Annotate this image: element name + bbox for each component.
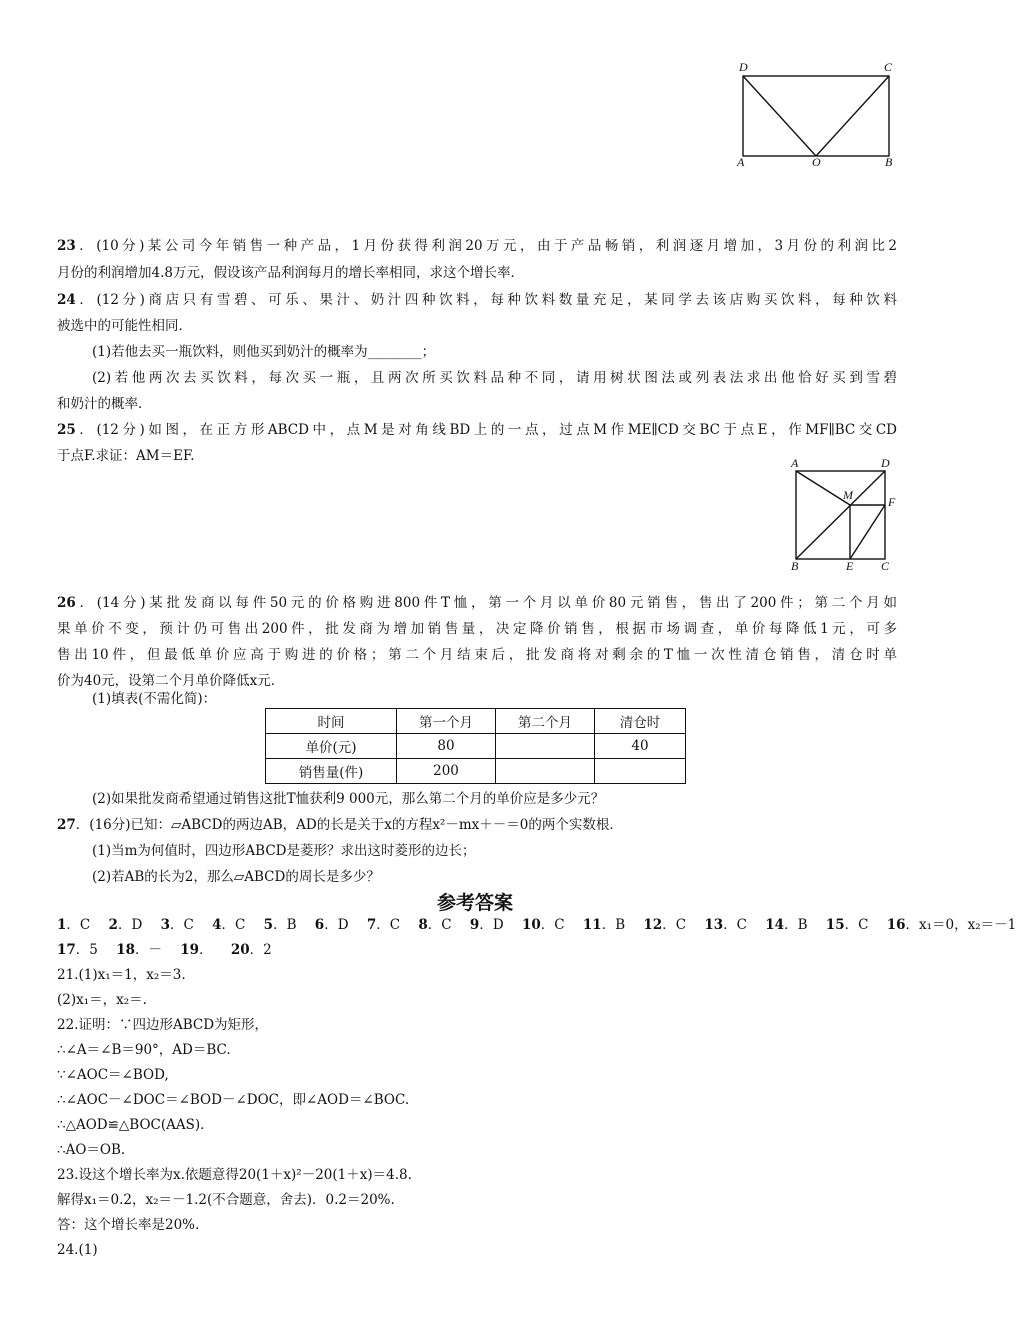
q27-number: 27	[57, 817, 76, 833]
table-cell: 80	[397, 734, 496, 759]
label-a: A	[791, 456, 799, 470]
answer-22-2: ∴∠A＝∠B＝90°，AD＝BC.	[57, 1042, 231, 1058]
label-e: E	[846, 559, 854, 573]
answer-item: 15．C	[825, 917, 869, 933]
answers-title: 参考答案	[436, 892, 513, 914]
q25-number: 25	[57, 422, 76, 438]
table-header-cell: 第二个月	[496, 709, 595, 734]
answer-item: 8．C	[418, 917, 452, 933]
q24-line2: 被选中的可能性相同．	[57, 318, 192, 334]
figure-square-abcd	[785, 454, 900, 574]
answer-item: 17．5	[57, 942, 98, 958]
label-b: B	[791, 559, 799, 573]
table-cell: 40	[595, 734, 686, 759]
label-d: D	[881, 456, 890, 470]
q26-table	[265, 708, 686, 784]
answer-22-5: ∴△AOD≌△BOC(AAS)．	[57, 1117, 214, 1133]
label-o: O	[812, 155, 821, 169]
table-cell	[496, 759, 595, 784]
q26-line2: 果单价不变，预计仍可售出200件，批发商为增加销售量，决定降价销售，根据市场调查，单价每降低1元，可多	[57, 621, 897, 637]
q24-text1: ．(12分)商店只有雪碧、可乐、果汁、奶汁四种饮料，每种饮料数量充足，某同学去该店购买饮料，每种饮料	[75, 292, 897, 308]
answer-21-1: 21.(1)x₁＝1，x₂＝3.	[57, 967, 186, 983]
label-c: C	[881, 559, 890, 573]
answer-item: 19．	[180, 942, 213, 958]
answer-item: 10．C	[521, 917, 565, 933]
q24-part2b: 和奶汁的概率．	[57, 396, 152, 412]
answer-item: 9．D	[469, 917, 504, 933]
table-cell: 单价(元)	[266, 734, 397, 759]
answer-23-3: 答：这个增长率是20%.	[57, 1217, 200, 1233]
q27-part2: (2)若AB的长为2，那么▱ABCD的周长是多少？	[92, 869, 380, 885]
q25-text1: ．(12分)如图，在正方形ABCD中，点M是对角线BD上的一点，过点M作ME∥CD交BC于点E，作MF∥BC交CD	[75, 422, 897, 438]
answer-item: 1．C	[57, 917, 91, 933]
q24-part2a: (2)若他两次去买饮料，每次买一瓶，且两次所买饮料品种不同，请用树状图法或列表法求出他恰好买到雪碧	[92, 370, 897, 386]
answer-22-1: 22.证明：∵四边形ABCD为矩形，	[57, 1017, 269, 1033]
q23-number: 23	[57, 238, 76, 254]
table-cell	[595, 759, 686, 784]
q27-line1	[57, 815, 897, 835]
q27-part1: (1)当m为何值时，四边形ABCD是菱形？求出这时菱形的边长；	[92, 843, 476, 859]
answer-23-2: 解得x₁＝0.2，x₂＝－1.2(不合题意，舍去)．0.2＝20%.	[57, 1192, 395, 1208]
figure-rectangle-abcd	[733, 58, 903, 168]
answer-24-1: 24.(1)	[57, 1242, 98, 1258]
q26-line4: 价为40元，设第二个月单价降低x元．	[57, 673, 285, 689]
table-row	[266, 759, 686, 784]
table-cell: 200	[397, 759, 496, 784]
label-d: D	[739, 60, 748, 74]
table-cell: 销售量(件)	[266, 759, 397, 784]
answer-item: 6．D	[314, 917, 349, 933]
answers-row2	[57, 940, 897, 960]
q23-line2: 月份的利润增加4.8万元，假设该产品利润每月的增长率相同，求这个增长率．	[57, 265, 524, 281]
q25-line2: 于点F.求证：AM＝EF.	[57, 448, 195, 464]
label-m: M	[843, 488, 853, 502]
answer-22-4: ∴∠AOC－∠DOC＝∠BOD－∠DOC，即∠AOD＝∠BOC.	[57, 1092, 410, 1108]
answer-item: 3．C	[160, 917, 194, 933]
q26-line3: 售出10件，但最低单价应高于购进的价格；第二个月结束后，批发商将对剩余的T恤一次性清仓销售，清仓时单	[57, 647, 897, 663]
q23-line1	[57, 236, 897, 256]
table-header-cell: 第一个月	[397, 709, 496, 734]
q26-number: 26	[57, 595, 76, 611]
q24-line1	[57, 290, 897, 310]
answer-item: 2．D	[108, 917, 143, 933]
table-header-cell: 清仓时	[595, 709, 686, 734]
q23-text1: ．(10分)某公司今年销售一种产品，1月份获得利润20万元，由于产品畅销，利润逐月增加，3月份的利润比2	[75, 238, 897, 254]
q26-line1	[57, 593, 897, 613]
answer-item: 7．C	[366, 917, 401, 933]
answer-item: 11．B	[582, 917, 626, 933]
q25-line1	[57, 420, 897, 440]
table-row	[266, 709, 686, 734]
answer-22-3: ∵∠AOC＝∠BOD,	[57, 1067, 169, 1083]
answer-item: 4．C	[212, 917, 246, 933]
answer-item: 18．－	[116, 942, 162, 958]
q26-part2: (2)如果批发商希望通过销售这批T恤获利9 000元，那么第二个月的单价应是多少元？	[92, 791, 605, 807]
q24-part1: (1)若他去买一瓶饮料，则他买到奶汁的概率为________；	[92, 344, 436, 360]
q24-number: 24	[57, 292, 76, 308]
answer-21-2: (2)x₁＝，x₂＝.	[57, 992, 147, 1008]
table-row	[266, 734, 686, 759]
table-header-cell: 时间	[266, 709, 397, 734]
label-a: A	[737, 155, 745, 169]
q26-text1: ．(14分)某批发商以每件50元的价格购进800件T恤，第一个月以单价80元销售，售出了200件；第二个月如	[75, 595, 897, 611]
q26-part1: (1)填表(不需化简)：	[92, 691, 217, 707]
answer-item: 14．B	[765, 917, 808, 933]
answer-item: 12．C	[643, 917, 687, 933]
answer-item: 16．x₁＝0，x₂＝－1	[886, 917, 1016, 933]
answer-item: 20．2	[230, 942, 272, 958]
answer-23-1: 23.设这个增长率为x.依题意得20(1＋x)²－20(1＋x)＝4.8.	[57, 1167, 412, 1183]
label-f: F	[888, 495, 896, 509]
label-b: B	[885, 155, 893, 169]
answers-row1	[57, 915, 1016, 935]
table-cell	[496, 734, 595, 759]
answer-item: 5．B	[263, 917, 297, 933]
answer-22-6: ∴AO＝OB.	[57, 1142, 126, 1158]
answer-item: 13．C	[704, 917, 747, 933]
q27-text1: ．(16分)已知：▱ABCD的两边AB，AD的长是关于x的方程x²－mx＋－＝0的两个实数根．	[75, 817, 623, 833]
label-c: C	[884, 60, 893, 74]
